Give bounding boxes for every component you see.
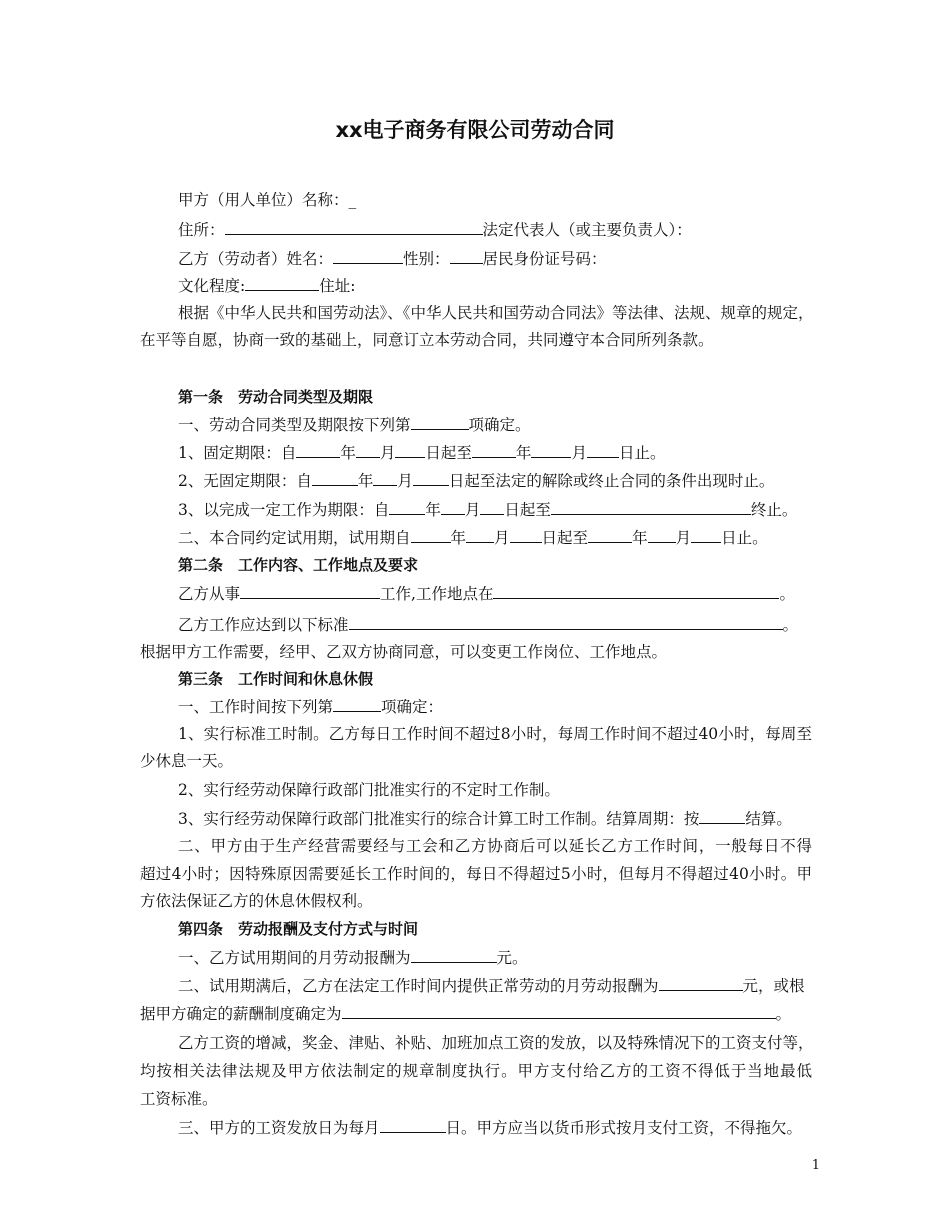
education-blank[interactable] bbox=[245, 272, 319, 291]
trial-start-year-blank[interactable] bbox=[411, 524, 451, 543]
art3-overtime-2: 超过4小时；因特殊原因需要延长工作时间的，每日不得超过5小时，但每月不得超过40小时。甲 bbox=[140, 865, 812, 883]
art2-engage-line: 乙方从事 工作,工作地点在 。 bbox=[178, 580, 812, 608]
art4-regular-pay-2: 据甲方确定的薪酬制度确定为 。 bbox=[140, 1000, 812, 1028]
art3-flex: 2、实行经劳动保障行政部门批准实行的不定时工作制。 bbox=[178, 781, 560, 799]
art1-task-term: 3、以完成一定工作为期限：自 年 月 日起至 终止。 bbox=[178, 496, 812, 524]
task-year-blank[interactable] bbox=[389, 496, 425, 515]
name-blank[interactable] bbox=[333, 245, 403, 264]
art1-item-1: 一、劳动合同类型及期限按下列第 项确定。 bbox=[178, 411, 812, 439]
fixed-start-month-blank[interactable] bbox=[356, 439, 380, 458]
fixed-end-day-blank[interactable] bbox=[587, 439, 619, 458]
task-end-blank[interactable] bbox=[551, 496, 751, 515]
art3-item-1: 一、工作时间按下列第 项确定： bbox=[178, 693, 812, 721]
hours-type-blank[interactable] bbox=[333, 693, 381, 712]
trial-end-day-blank[interactable] bbox=[691, 524, 721, 543]
trial-pay-blank[interactable] bbox=[411, 944, 497, 963]
task-month-blank[interactable] bbox=[441, 496, 465, 515]
trial-end-month-blank[interactable] bbox=[648, 524, 676, 543]
article-4-heading: 第四条 劳动报酬及支付方式与时间 bbox=[178, 920, 419, 938]
trial-start-day-blank[interactable] bbox=[510, 524, 542, 543]
art4-payday: 三、甲方的工资发放日为每月 日。甲方应当以货币形式按月支付工资，不得拖欠。 bbox=[178, 1114, 812, 1142]
art4-adjust-2: 均按相关法律法规及甲方依法制定的规章制度执行。甲方支付给乙方的工资不得低于当地最低 bbox=[140, 1062, 812, 1080]
article-3-heading: 第三条 工作时间和休息休假 bbox=[178, 670, 374, 688]
fixed-end-year-blank[interactable] bbox=[472, 439, 516, 458]
art3-standard-2: 少休息一天。 bbox=[140, 752, 234, 770]
standard-blank[interactable] bbox=[349, 611, 783, 630]
party-a-line: 甲方（用人单位）名称：_ bbox=[178, 191, 357, 209]
open-year-blank[interactable] bbox=[312, 467, 358, 486]
art3-overtime-3: 方依法保证乙方的休息休假权利。 bbox=[140, 892, 373, 910]
article-2-heading: 第二条 工作内容、工作地点及要求 bbox=[178, 556, 419, 574]
salary-system-blank[interactable] bbox=[342, 1000, 776, 1019]
page-number: 1 bbox=[811, 1158, 820, 1173]
workplace-blank[interactable] bbox=[493, 580, 779, 599]
preamble-line-1: 根据《中华人民共和国劳动法》、《中华人民共和国劳动合同法》等法律、法规、规章的规定， bbox=[178, 304, 814, 322]
payday-blank[interactable] bbox=[380, 1114, 446, 1133]
art4-adjust-3: 工资标准。 bbox=[140, 1090, 218, 1108]
task-day-blank[interactable] bbox=[480, 496, 504, 515]
job-blank[interactable] bbox=[240, 580, 380, 599]
art3-standard-1: 1、实行标准工时制。乙方每日工作时间不超过8小时，每周工作时间不超过40小时，每周至 bbox=[178, 725, 812, 743]
contract-type-blank[interactable] bbox=[411, 411, 469, 430]
preamble-line-2: 在平等自愿，协商一致的基础上，同意订立本劳动合同，共同遵守本合同所列条款。 bbox=[140, 331, 714, 349]
article-1-heading: 第一条 劳动合同类型及期限 bbox=[178, 388, 374, 406]
art4-trial-pay: 一、乙方试用期间的月劳动报酬为 元。 bbox=[178, 944, 812, 972]
art3-overtime-1: 二、甲方由于生产经营需要经与工会和乙方协商后可以延长乙方工作时间，一般每日不得 bbox=[178, 837, 812, 855]
fixed-start-year-blank[interactable] bbox=[296, 439, 340, 458]
art2-standard-line: 乙方工作应达到以下标准 。 bbox=[178, 611, 812, 639]
art4-adjust-1: 乙方工资的增减，奖金、津贴、补贴、加班加点工资的发放，以及特殊情况下的工资支付等， bbox=[178, 1034, 814, 1052]
party-b-line: 乙方（劳动者）姓名： 性别： 居民身份证号码： bbox=[178, 245, 812, 273]
address-blank[interactable] bbox=[225, 216, 483, 235]
art3-comprehensive: 3、实行经劳动保障行政部门批准实行的综合计算工时工作制。结算周期：按 结算。 bbox=[178, 805, 812, 833]
trial-end-year-blank[interactable] bbox=[588, 524, 632, 543]
open-month-blank[interactable] bbox=[373, 467, 397, 486]
art1-trial-period: 二、本合同约定试用期，试用期自 年 月 日起至 年 月 日止。 bbox=[178, 524, 812, 552]
settlement-period-blank[interactable] bbox=[699, 805, 745, 824]
art2-change-line: 根据甲方工作需要，经甲、乙双方协商同意，可以变更工作岗位、工作地点。 bbox=[140, 643, 668, 661]
gender-blank[interactable] bbox=[450, 245, 483, 264]
regular-pay-blank[interactable] bbox=[659, 972, 743, 991]
trial-start-month-blank[interactable] bbox=[466, 524, 494, 543]
art1-fixed-term: 1、固定期限：自 年 月 日起至 年 月 日止。 bbox=[178, 439, 812, 467]
education-line: 文化程度: 住址: bbox=[178, 272, 812, 300]
fixed-start-day-blank[interactable] bbox=[395, 439, 425, 458]
art4-regular-pay-1: 二、试用期满后，乙方在法定工作时间内提供正常劳动的月劳动报酬为 元，或根 bbox=[178, 972, 812, 1000]
open-day-blank[interactable] bbox=[413, 467, 449, 486]
page-title: xx电子商务有限公司劳动合同 bbox=[335, 118, 615, 142]
fixed-end-month-blank[interactable] bbox=[531, 439, 571, 458]
art1-open-term: 2、无固定期限：自 年 月 日起至法定的解除或终止合同的条件出现时止。 bbox=[178, 467, 812, 495]
address-line: 住所： 法定代表人（或主要负责人）： bbox=[178, 216, 812, 244]
